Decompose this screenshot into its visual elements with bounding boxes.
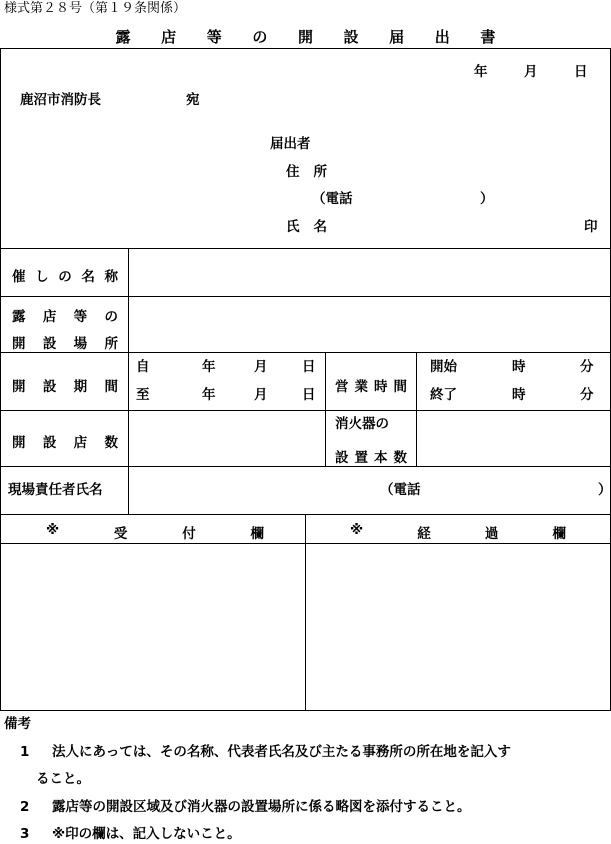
note-3-number: 3: [20, 826, 30, 842]
note-2-number: 2: [20, 799, 30, 815]
applicant-label: 届出者: [270, 136, 311, 152]
hours-label: 営 業 時 間: [335, 379, 407, 395]
location-label-line1: 露 店 等 の: [12, 309, 118, 325]
extinguisher-label-line2: 設 置 本 数: [335, 450, 407, 466]
applicant-phone-open: （電話: [312, 191, 353, 207]
name-label: 氏 名: [286, 219, 327, 235]
period-label: 開 設 期 間: [12, 379, 118, 395]
note-3-text: ※印の欄は、記入しないこと。: [52, 826, 241, 842]
manager-phone-close: ）: [598, 482, 611, 498]
stores-label: 開 設 店 数: [12, 435, 118, 451]
progress-column-heading: ※ 経 過 欄: [350, 522, 566, 542]
manager-phone-open: （電話: [380, 482, 421, 498]
note-1-text: 法人にあっては、その名称、代表者氏名及び主たる事務所の所在地を記入す: [52, 744, 511, 760]
hours-end: 終了 時 分: [430, 387, 594, 403]
address-label: 住 所: [286, 164, 327, 180]
extinguisher-label-line1: 消火器の: [335, 416, 389, 432]
form-number: 様式第２８号（第１９条関係）: [4, 1, 187, 16]
note-1-number: 1: [20, 744, 30, 760]
reception-column-heading: ※ 受 付 欄: [46, 522, 264, 542]
manager-label: 現場責任者氏名: [8, 482, 103, 498]
hours-start: 開始 時 分: [430, 359, 594, 375]
note-1-continuation: ること。: [36, 771, 90, 787]
notes-heading: 備考: [4, 716, 31, 732]
recipient: 鹿沼市消防長: [20, 92, 101, 108]
note-2-text: 露店等の開設区域及び消火器の設置場所に係る略図を添付すること。: [52, 799, 471, 815]
location-label-line2: 開 設 場 所: [12, 336, 118, 352]
applicant-phone-close: ）: [480, 191, 494, 207]
recipient-suffix: 宛: [186, 92, 200, 108]
period-to: 至 年 月 日: [136, 387, 316, 403]
page-title: 露 店 等 の 開 設 届 出 書: [115, 28, 496, 46]
event-name-label: 催 し の 名 称: [12, 269, 118, 285]
seal-mark: 印: [584, 219, 598, 235]
period-from: 自 年 月 日: [136, 359, 316, 375]
